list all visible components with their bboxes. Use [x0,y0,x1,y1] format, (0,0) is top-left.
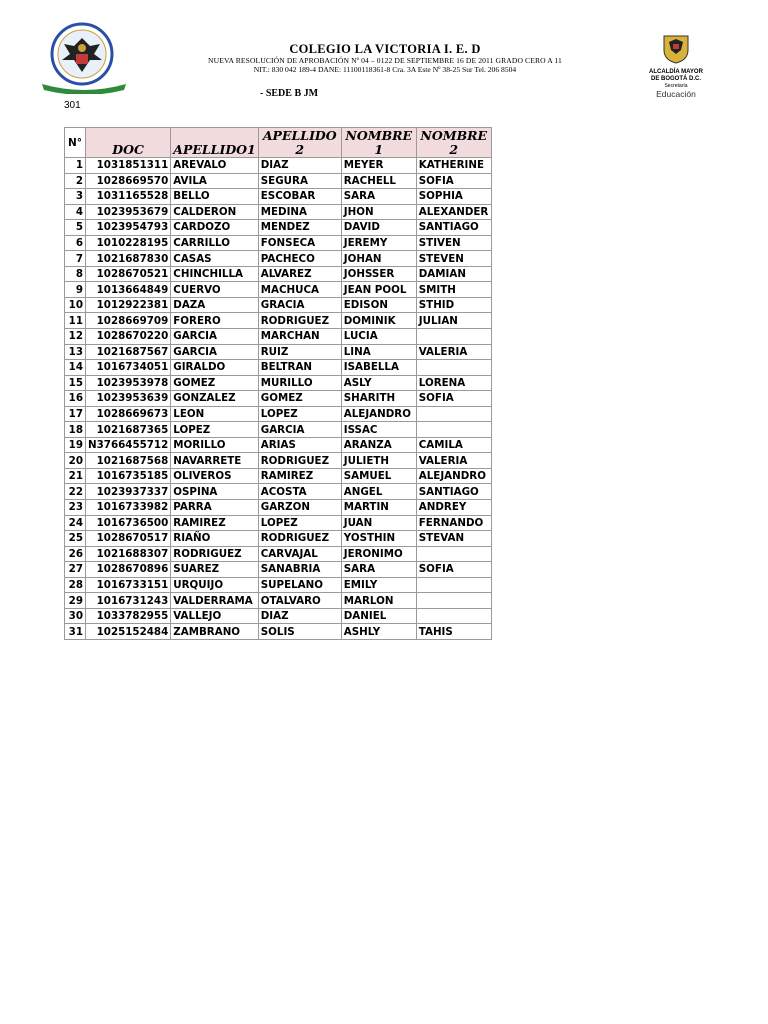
cell-apellido1: ZAMBRANO [171,624,258,640]
cell-num: 6 [65,235,86,251]
table-row [65,251,492,267]
cell-apellido1: URQUIJO [171,577,258,593]
cell-nombre2: SOFIA [416,391,491,407]
cell-nombre1: MARLON [341,593,416,609]
cell-nombre1: RACHELL [341,173,416,189]
resolution-line: NUEVA RESOLUCIÓN DE APROBACIÓN Nº 04 – 0122 DE SEPTIEMBRE 16 DE 2011 GRADO CERO A 11 [208,56,562,65]
cell-apellido1: VALLEJO [171,608,258,624]
cell-apellido2: MENDEZ [258,220,341,236]
cell-apellido2: OTALVARO [258,593,341,609]
cell-apellido1: GARCIA [171,329,258,345]
table-row [65,344,492,360]
header-num: N° [65,128,86,158]
cell-nombre2: SOPHIA [416,189,491,205]
table-row [65,562,492,578]
cell-doc: 1012922381 [86,297,171,313]
table-row [65,360,492,376]
header-doc: DOC [86,128,171,158]
header-nombre1: NOMBRE 1 [341,128,416,158]
cell-apellido2: BELTRAN [258,360,341,376]
table-row [65,266,492,282]
cell-apellido1: DAZA [171,297,258,313]
table-row [65,593,492,609]
table-row [65,391,492,407]
cell-nombre1: DAVID [341,220,416,236]
cell-apellido2: ARIAS [258,437,341,453]
cell-doc: 1023953679 [86,204,171,220]
cell-nombre1: JUAN [341,515,416,531]
cell-nombre2: STHID [416,297,491,313]
cell-apellido1: OSPINA [171,484,258,500]
cell-doc: 1016734051 [86,360,171,376]
cell-num: 24 [65,515,86,531]
alcaldia-line1: ALCALDÍA MAYOR [649,69,703,75]
cell-num: 25 [65,531,86,547]
cell-nombre1: EMILY [341,577,416,593]
table-row [65,220,492,236]
table-row [65,515,492,531]
cell-doc: 1016733982 [86,500,171,516]
table-row [65,313,492,329]
cell-doc: 1028670896 [86,562,171,578]
cell-doc: 1023954793 [86,220,171,236]
cell-apellido2: MARCHAN [258,329,341,345]
cell-doc: 1021687568 [86,453,171,469]
cell-nombre1: DANIEL [341,608,416,624]
cell-doc: 1028669673 [86,406,171,422]
cell-nombre2 [416,422,491,438]
cell-apellido1: NAVARRETE [171,453,258,469]
cell-apellido2: RUIZ [258,344,341,360]
cell-num: 30 [65,608,86,624]
cell-apellido1: PARRA [171,500,258,516]
cell-nombre1: ISABELLA [341,360,416,376]
table-row [65,406,492,422]
cell-apellido2: GRACIA [258,297,341,313]
cell-num: 12 [65,329,86,345]
cell-num: 17 [65,406,86,422]
cell-nombre1: LUCIA [341,329,416,345]
cell-apellido2: SANABRIA [258,562,341,578]
cell-doc: 1028670517 [86,531,171,547]
sede-label: - SEDE B JM [260,88,319,99]
cell-nombre1: SAMUEL [341,468,416,484]
cell-num: 22 [65,484,86,500]
cell-nombre2: ALEXANDER [416,204,491,220]
cell-doc: 1028670220 [86,329,171,345]
cell-nombre2: SMITH [416,282,491,298]
cell-nombre1: DOMINIK [341,313,416,329]
cell-apellido1: CUERVO [171,282,258,298]
cell-nombre2 [416,406,491,422]
cell-apellido2: GARZON [258,500,341,516]
cell-num: 14 [65,360,86,376]
cell-doc: 1028669709 [86,313,171,329]
cell-num: 26 [65,546,86,562]
cell-nombre1: JOHSSER [341,266,416,282]
cell-apellido1: RODRIGUEZ [171,546,258,562]
cell-apellido2: GOMEZ [258,391,341,407]
cell-apellido2: MEDINA [258,204,341,220]
cell-apellido2: DIAZ [258,608,341,624]
cell-doc: 1013664849 [86,282,171,298]
cell-num: 9 [65,282,86,298]
cell-nombre1: ANGEL [341,484,416,500]
cell-doc: 1031165528 [86,189,171,205]
document-header [150,42,620,74]
cell-num: 28 [65,577,86,593]
table-row [65,297,492,313]
cell-nombre2: ALEJANDRO [416,468,491,484]
cell-nombre1: ARANZA [341,437,416,453]
cell-nombre1: JOHAN [341,251,416,267]
cell-nombre2: TAHIS [416,624,491,640]
cell-num: 19 [65,437,86,453]
table-row [65,546,492,562]
cell-nombre1: SARA [341,562,416,578]
cell-nombre1: JULIETH [341,453,416,469]
table-row [65,624,492,640]
cell-nombre2: SOFIA [416,562,491,578]
cell-apellido1: LEON [171,406,258,422]
table-row [65,453,492,469]
header-nombre2: NOMBRE 2 [416,128,491,158]
school-name: COLEGIO LA VICTORIA I. E. D [289,42,481,56]
cell-doc: 1021687830 [86,251,171,267]
cell-apellido2: LOPEZ [258,515,341,531]
cell-apellido1: GOMEZ [171,375,258,391]
cell-nombre2 [416,360,491,376]
cell-num: 15 [65,375,86,391]
cell-apellido1: MORILLO [171,437,258,453]
cell-doc: 1010228195 [86,235,171,251]
cell-doc: 1031851311 [86,158,171,174]
cell-nombre2: VALERIA [416,344,491,360]
cell-doc: 1023953639 [86,391,171,407]
cell-nombre1: MARTIN [341,500,416,516]
cell-apellido2: RAMIREZ [258,468,341,484]
cell-num: 23 [65,500,86,516]
cell-doc: 1016733151 [86,577,171,593]
table-body [65,158,492,640]
table-row [65,437,492,453]
cell-num: 7 [65,251,86,267]
cell-nombre2: SANTIAGO [416,484,491,500]
cell-apellido2: SEGURA [258,173,341,189]
header-apellido1: APELLIDO1 [171,128,258,158]
cell-apellido1: CASAS [171,251,258,267]
table-row [65,158,492,174]
cell-apellido1: CARDOZO [171,220,258,236]
cell-num: 29 [65,593,86,609]
cell-nombre2: SANTIAGO [416,220,491,236]
cell-nombre2: JULIAN [416,313,491,329]
header-apellido2: APELLIDO 2 [258,128,341,158]
cell-nombre2: STEVEN [416,251,491,267]
cell-nombre1: YOSTHIN [341,531,416,547]
table-row [65,422,492,438]
cell-apellido1: GONZALEZ [171,391,258,407]
cell-nombre1: LINA [341,344,416,360]
cell-apellido1: RIAÑO [171,531,258,547]
alcaldia-line4: Educación [656,89,696,99]
table-row [65,500,492,516]
cell-apellido2: LOPEZ [258,406,341,422]
cell-nombre2 [416,593,491,609]
table-row [65,484,492,500]
cell-doc: 1023953978 [86,375,171,391]
cell-doc: 1021687567 [86,344,171,360]
cell-apellido2: ACOSTA [258,484,341,500]
cell-nombre1: EDISON [341,297,416,313]
cell-apellido1: RAMIREZ [171,515,258,531]
cell-nombre1: SARA [341,189,416,205]
cell-nombre1: ISSAC [341,422,416,438]
cell-apellido2: SOLIS [258,624,341,640]
cell-apellido2: RODRIGUEZ [258,313,341,329]
cell-nombre2: SOFIA [416,173,491,189]
nit-dane-line: NIT.: 830 042 189-4 DANE: 11100118361-8 Cra. 3A Este Nº 38-25 Sur Tel. 206 8504 [253,65,517,74]
cell-num: 3 [65,189,86,205]
bogota-shield-icon [661,34,691,64]
alcaldia-line2: DE BOGOTÁ D.C. [650,76,701,82]
cell-apellido1: GARCIA [171,344,258,360]
table-row [65,204,492,220]
table-row [65,282,492,298]
table-row [65,577,492,593]
cell-apellido2: RODRIGUEZ [258,531,341,547]
cell-num: 1 [65,158,86,174]
cell-nombre2: LORENA [416,375,491,391]
cell-nombre1: JHON [341,204,416,220]
cell-num: 10 [65,297,86,313]
cell-nombre1: ALEJANDRO [341,406,416,422]
cell-num: 5 [65,220,86,236]
alcaldia-logo [640,34,712,98]
cell-nombre1: JEAN POOL [341,282,416,298]
cell-nombre1: ASLY [341,375,416,391]
cell-num: 4 [65,204,86,220]
cell-doc: N3766455712 [86,437,171,453]
table-row [65,329,492,345]
cell-doc: 1016735185 [86,468,171,484]
cell-nombre2: DAMIAN [416,266,491,282]
cell-num: 31 [65,624,86,640]
cell-doc: 1028670521 [86,266,171,282]
school-crest-logo [38,20,130,94]
cell-apellido2: GARCIA [258,422,341,438]
cell-doc: 1025152484 [86,624,171,640]
cell-num: 13 [65,344,86,360]
cell-num: 27 [65,562,86,578]
table-row [65,468,492,484]
cell-nombre2: STEVAN [416,531,491,547]
cell-apellido2: RODRIGUEZ [258,453,341,469]
cell-num: 21 [65,468,86,484]
group-label: 301 [64,100,81,111]
alcaldia-line3: Secretaría [664,83,688,89]
cell-nombre2 [416,329,491,345]
cell-apellido1: AREVALO [171,158,258,174]
cell-apellido1: CHINCHILLA [171,266,258,282]
cell-num: 20 [65,453,86,469]
table-row [65,608,492,624]
cell-apellido2: MACHUCA [258,282,341,298]
cell-doc: 1023937337 [86,484,171,500]
cell-nombre2: VALERIA [416,453,491,469]
cell-num: 11 [65,313,86,329]
cell-apellido2: FONSECA [258,235,341,251]
table-row [65,531,492,547]
cell-doc: 1028669570 [86,173,171,189]
table-row [65,235,492,251]
cell-apellido1: FORERO [171,313,258,329]
cell-doc: 1016736500 [86,515,171,531]
cell-nombre2: KATHERINE [416,158,491,174]
cell-nombre1: SHARITH [341,391,416,407]
cell-nombre2 [416,577,491,593]
cell-nombre1: JEREMY [341,235,416,251]
cell-apellido1: GIRALDO [171,360,258,376]
cell-doc: 1021688307 [86,546,171,562]
cell-apellido1: CALDERON [171,204,258,220]
cell-nombre2: CAMILA [416,437,491,453]
cell-apellido2: ESCOBAR [258,189,341,205]
cell-apellido2: ALVAREZ [258,266,341,282]
cell-apellido1: SUAREZ [171,562,258,578]
cell-num: 2 [65,173,86,189]
cell-nombre1: JERONIMO [341,546,416,562]
cell-apellido1: OLIVEROS [171,468,258,484]
cell-doc: 1021687365 [86,422,171,438]
cell-nombre2: FERNANDO [416,515,491,531]
cell-apellido1: VALDERRAMA [171,593,258,609]
cell-doc: 1033782955 [86,608,171,624]
cell-nombre1: ASHLY [341,624,416,640]
cell-nombre2 [416,546,491,562]
cell-num: 18 [65,422,86,438]
table-row [65,375,492,391]
cell-nombre2: STIVEN [416,235,491,251]
table-row [65,173,492,189]
cell-apellido2: PACHECO [258,251,341,267]
cell-apellido2: DIAZ [258,158,341,174]
cell-apellido2: SUPELANO [258,577,341,593]
cell-apellido2: MURILLO [258,375,341,391]
cell-num: 16 [65,391,86,407]
table-row [65,189,492,205]
cell-apellido1: BELLO [171,189,258,205]
cell-nombre2: ANDREY [416,500,491,516]
cell-num: 8 [65,266,86,282]
table-header-row [65,128,492,158]
cell-apellido1: CARRILLO [171,235,258,251]
cell-nombre2 [416,608,491,624]
cell-apellido1: LOPEZ [171,422,258,438]
cell-nombre1: MEYER [341,158,416,174]
student-roster-table [64,127,492,640]
cell-apellido2: CARVAJAL [258,546,341,562]
cell-apellido1: AVILA [171,173,258,189]
cell-doc: 1016731243 [86,593,171,609]
